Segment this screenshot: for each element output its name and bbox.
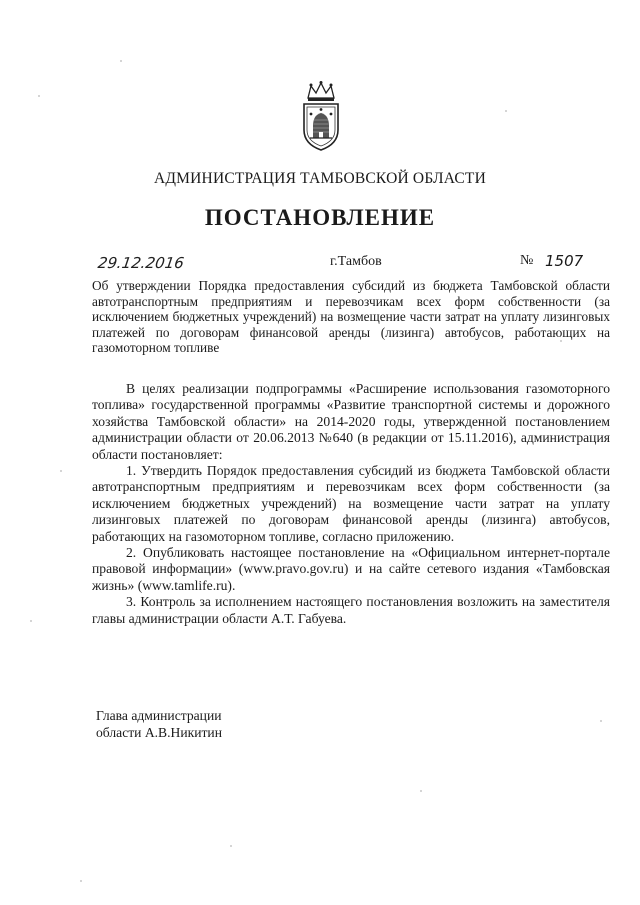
scan-speck <box>560 340 562 342</box>
scan-speck <box>30 620 32 622</box>
resolution-item-3: 3. Контроль за исполнением настоящего постановления возложить на заместителя главы администрации области А.Т. Габуева. <box>92 594 610 626</box>
organization-name: АДМИНИСТРАЦИЯ ТАМБОВСКОЙ ОБЛАСТИ <box>154 170 486 187</box>
document-subject: Об утверждении Порядка предоставления субсидий из бюджета Тамбовской области автотранспортным предприятиям и перевозчикам всех форм собственности (за исключением бюджетных учреждений) на возмещение части затрат на уплату лизинговых платежей по договорам финансовой аренды (лизинга) автобусов, работающих на газомоторном топливе <box>92 278 610 355</box>
scan-speck <box>60 470 62 472</box>
document-number: 1507 <box>545 252 584 270</box>
resolution-item-2: 2. Опубликовать настоящее постановление на «Официальном интернет-портале правовой информации» (www.pravo.gov.ru) и на сайте сетевого издания «Тамбовская жизнь» (www.tamlife.ru). <box>92 545 610 593</box>
document-number-label: № <box>520 253 534 268</box>
preamble-paragraph: В целях реализации подпрограммы «Расширение использования газомоторного топлива» государственной программы «Развитие транспортной системы и дорожного хозяйства Тамбовской области» на 2014-2020 годы, утвержденной постановлением администрации области от 20.06.2013 №640 (в редакции от 15.11.2016), администрация области постановляет: <box>92 381 610 462</box>
scan-speck <box>505 110 507 112</box>
signature-block <box>96 708 222 741</box>
document-city: г.Тамбов <box>330 254 382 269</box>
document-type: ПОСТАНОВЛЕНИЕ <box>204 205 436 230</box>
scan-speck <box>120 60 122 62</box>
signature-name: области А.В.Никитин <box>96 724 222 740</box>
scan-speck <box>230 845 232 847</box>
resolution-item-1: 1. Утвердить Порядок предоставления субсидий из бюджета Тамбовской области автотранспортным предприятиям и перевозчикам всех форм собственности (за исключением бюджетных учреждений) на возмещение части затрат на уплату лизинговых платежей по договорам финансовой аренды (лизинга) автобусов, работающих на газомоторном топливе, согласно приложению. <box>92 463 610 544</box>
document-date: 29.12.2016 <box>96 254 186 272</box>
scan-speck <box>80 880 82 882</box>
scan-speck <box>600 720 602 722</box>
tambov-coat-of-arms-icon <box>298 80 344 152</box>
scan-speck <box>420 790 422 792</box>
signature-title: Глава администрации <box>96 708 222 723</box>
document-body <box>92 381 610 627</box>
scan-speck <box>38 95 40 97</box>
